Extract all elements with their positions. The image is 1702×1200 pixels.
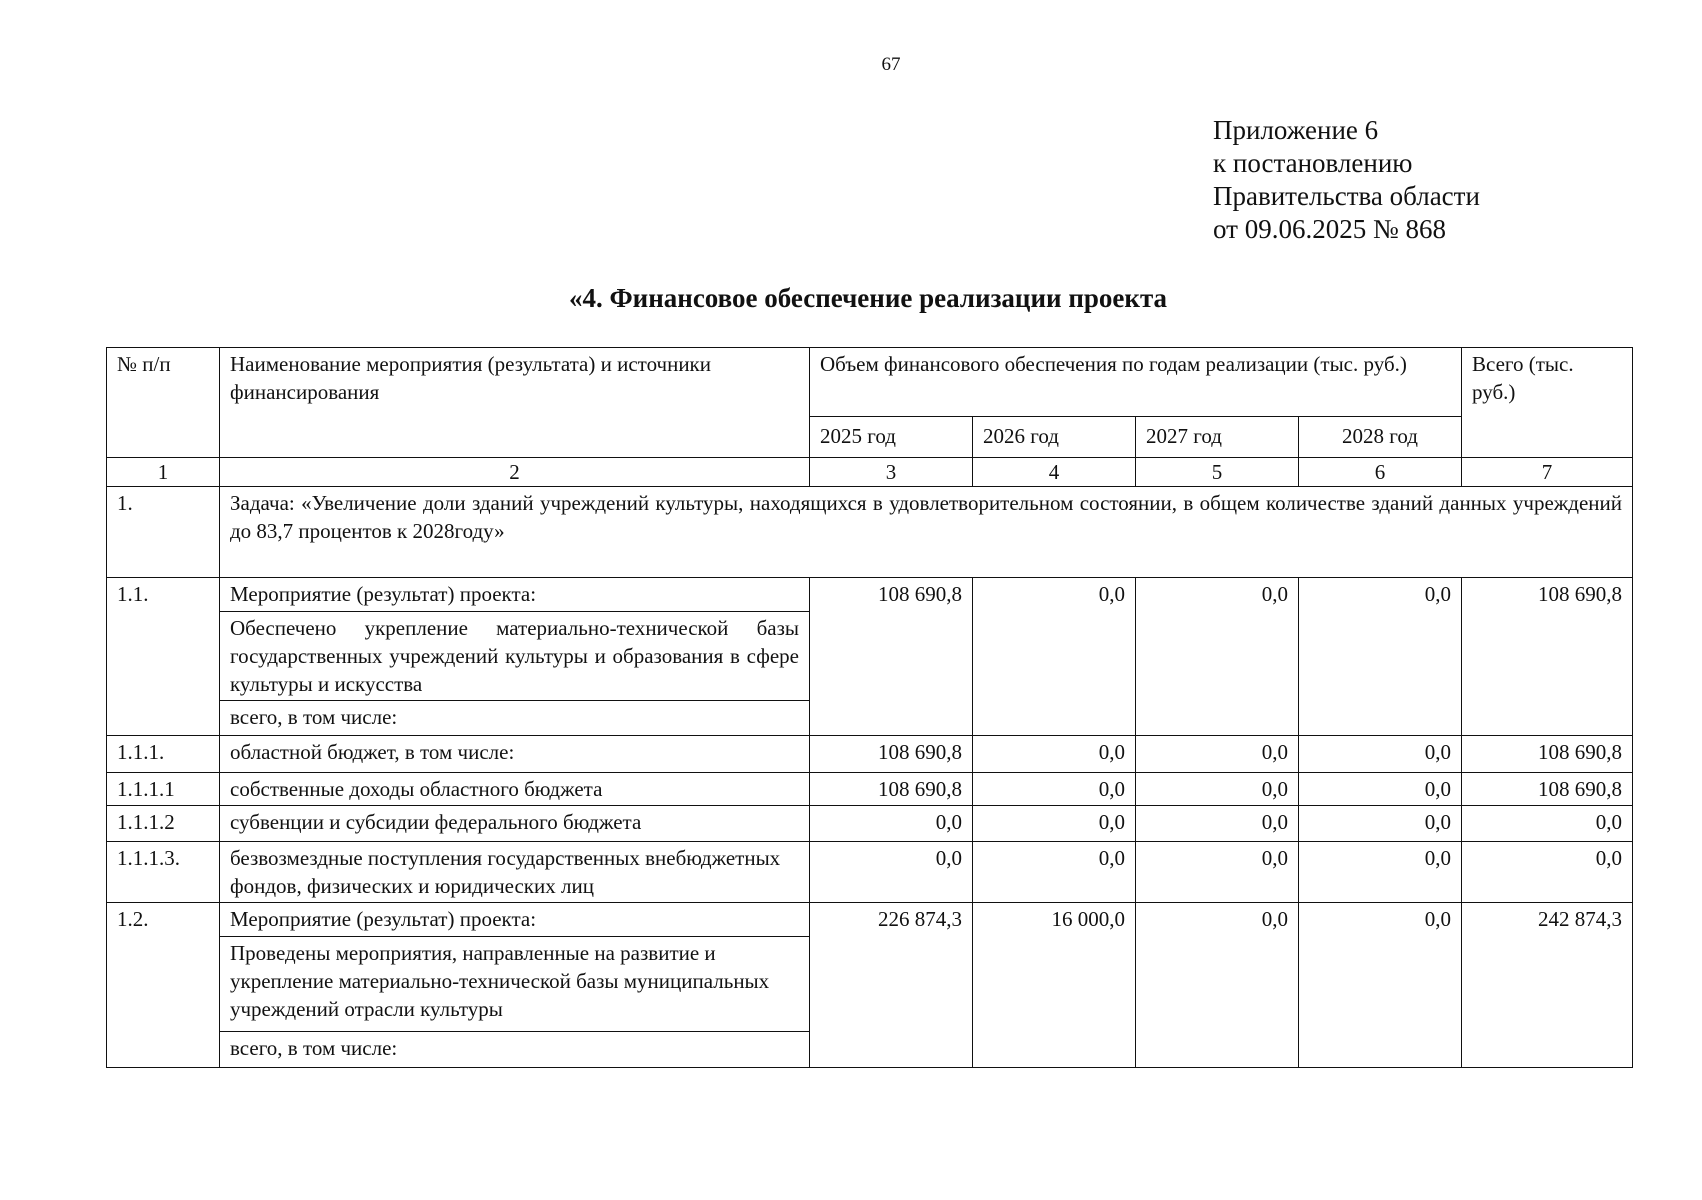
- event-row: [107, 578, 1633, 612]
- value-2028: 0,0: [1299, 773, 1462, 806]
- column-number: 2: [220, 458, 810, 487]
- header-year: 2026 год: [973, 417, 1136, 458]
- document-title: «4. Финансовое обеспечение реализации проекта: [568, 283, 1168, 313]
- value-2026: 0,0: [973, 806, 1136, 842]
- value-2028: 0,0: [1299, 806, 1462, 842]
- value-total: 108 690,8: [1462, 773, 1633, 806]
- table-row: [107, 773, 1633, 806]
- event-total-label: всего, в том числе:: [220, 1032, 810, 1068]
- value-2027: 0,0: [1136, 578, 1299, 736]
- appendix-block: [1213, 114, 1480, 246]
- table-row: [107, 842, 1633, 903]
- financing-table: [106, 347, 1633, 1068]
- row-number: 1.1.1.1: [107, 773, 220, 806]
- column-number: 5: [1136, 458, 1299, 487]
- header-year: 2028 год: [1299, 417, 1462, 458]
- row-number: 1.1.1.2: [107, 806, 220, 842]
- value-2026: 0,0: [973, 842, 1136, 903]
- value-2028: 0,0: [1299, 736, 1462, 773]
- table-header-row: [107, 348, 1633, 417]
- value-2025: 226 874,3: [810, 903, 973, 1068]
- event-description: Обеспечено укрепление материально-технической базы государственных учреждений культуры и образования в сфере культуры и искусства: [220, 612, 810, 701]
- header-volume: Объем финансового обеспечения по годам реализации (тыс. руб.): [810, 348, 1462, 417]
- value-2025: 108 690,8: [810, 773, 973, 806]
- page-number: 67: [881, 54, 901, 75]
- value-2028: 0,0: [1299, 578, 1462, 736]
- row-number: 1.1.1.3.: [107, 842, 220, 903]
- value-2027: 0,0: [1136, 736, 1299, 773]
- value-total: 0,0: [1462, 806, 1633, 842]
- value-2026: 0,0: [973, 578, 1136, 736]
- table-row: [107, 736, 1633, 773]
- value-total: 108 690,8: [1462, 578, 1633, 736]
- value-total: 108 690,8: [1462, 736, 1633, 773]
- column-numbers-row: [107, 458, 1633, 487]
- event-description: Проведены мероприятия, направленные на развитие и укрепление материально-технической базы муниципальных учреждений отрасли культуры: [220, 937, 810, 1032]
- appendix-date: от 09.06.2025 № 868: [1213, 214, 1446, 244]
- value-2028: 0,0: [1299, 842, 1462, 903]
- header-year: 2025 год: [810, 417, 973, 458]
- value-2025: 108 690,8: [810, 578, 973, 736]
- header-name: Наименование мероприятия (результата) и источники финансирования: [220, 348, 810, 458]
- appendix-line: Правительства области: [1213, 181, 1480, 211]
- appendix-line: Приложение 6: [1213, 115, 1379, 145]
- row-number: 1.2.: [107, 903, 220, 1068]
- row-name: безвозмездные поступления государственных внебюджетных фондов, физических и юридических лиц: [220, 842, 810, 903]
- value-2025: 0,0: [810, 806, 973, 842]
- row-name: собственные доходы областного бюджета: [220, 773, 810, 806]
- table-row: [107, 806, 1633, 842]
- row-number: 1.: [107, 487, 220, 578]
- row-number: 1.1.: [107, 578, 220, 736]
- value-2026: 0,0: [973, 736, 1136, 773]
- column-number: 1: [107, 458, 220, 487]
- value-2026: 16 000,0: [973, 903, 1136, 1068]
- task-text: Задача: «Увеличение доли зданий учреждений культуры, находящихся в удовлетворительном состоянии, в общем количестве зданий данных учреждений до 83,7 процентов к 2028году»: [220, 487, 1633, 578]
- header-total: Всего (тыс. руб.): [1462, 348, 1633, 458]
- event-label: Мероприятие (результат) проекта:: [220, 903, 810, 937]
- row-name: областной бюджет, в том числе:: [220, 736, 810, 773]
- value-total: 0,0: [1462, 842, 1633, 903]
- value-2027: 0,0: [1136, 773, 1299, 806]
- value-2027: 0,0: [1136, 806, 1299, 842]
- value-2026: 0,0: [973, 773, 1136, 806]
- column-number: 4: [973, 458, 1136, 487]
- event-total-label: всего, в том числе:: [220, 701, 810, 736]
- event-row: [107, 903, 1633, 937]
- appendix-line: к постановлению: [1213, 148, 1413, 178]
- column-number: 7: [1462, 458, 1633, 487]
- value-2025: 0,0: [810, 842, 973, 903]
- row-name: субвенции и субсидии федерального бюджета: [220, 806, 810, 842]
- column-number: 6: [1299, 458, 1462, 487]
- value-2027: 0,0: [1136, 903, 1299, 1068]
- row-number: 1.1.1.: [107, 736, 220, 773]
- value-2025: 108 690,8: [810, 736, 973, 773]
- column-number: 3: [810, 458, 973, 487]
- value-total: 242 874,3: [1462, 903, 1633, 1068]
- task-row: [107, 487, 1633, 578]
- value-2027: 0,0: [1136, 842, 1299, 903]
- header-no: № п/п: [107, 348, 220, 458]
- event-label: Мероприятие (результат) проекта:: [220, 578, 810, 612]
- header-year: 2027 год: [1136, 417, 1299, 458]
- value-2028: 0,0: [1299, 903, 1462, 1068]
